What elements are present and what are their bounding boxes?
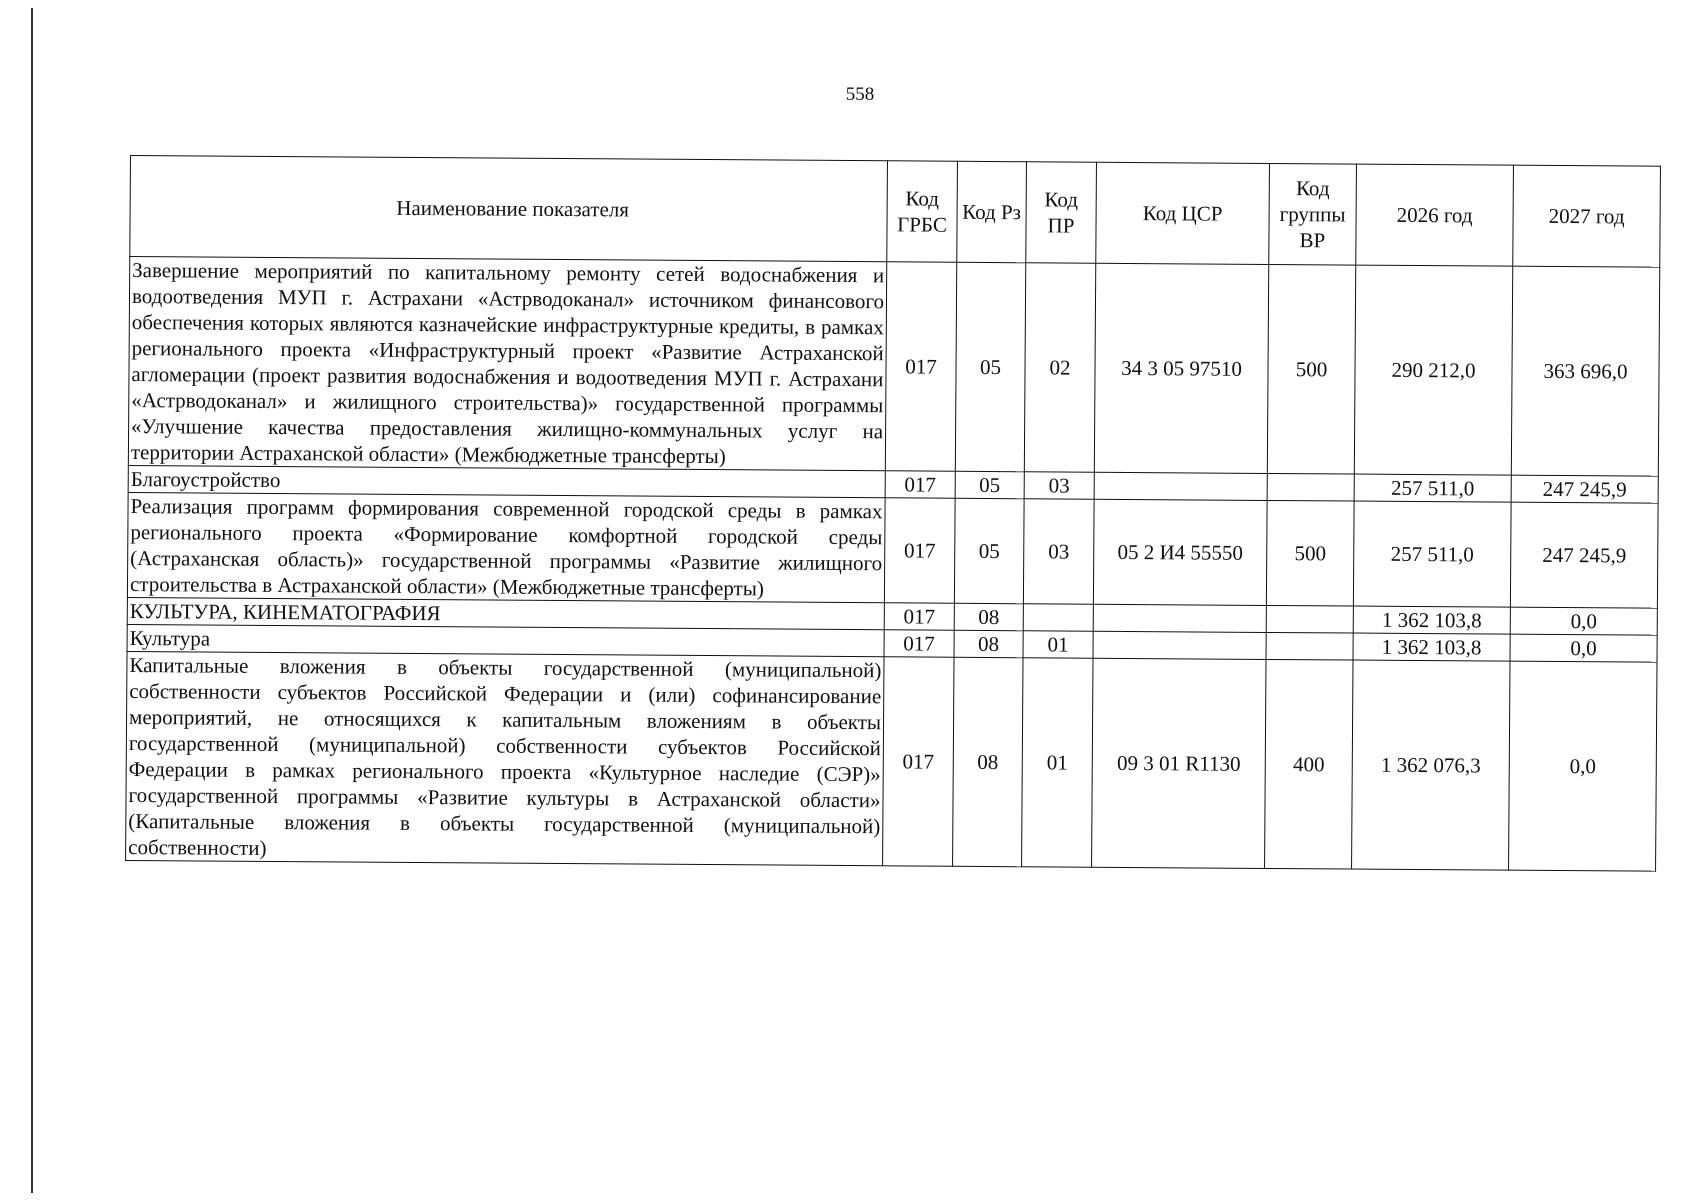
header-vr: Код группы ВР (1269, 163, 1357, 265)
row-2026: 290 212,0 (1354, 265, 1512, 475)
row-grbs: 017 (885, 471, 955, 498)
row-csr (1094, 472, 1267, 500)
row-2026: 257 511,0 (1354, 474, 1511, 502)
row-2027: 0,0 (1510, 607, 1657, 635)
row-grbs: 017 (884, 630, 954, 657)
row-vr (1267, 473, 1354, 501)
row-pr (1023, 604, 1093, 631)
page-number: 558 (845, 84, 875, 105)
header-2027: 2027 год (1513, 165, 1661, 267)
header-rz: Код Рз (957, 161, 1027, 262)
row-csr: 34 3 05 97510 (1094, 263, 1268, 473)
row-csr: 09 3 01 R1130 (1092, 658, 1266, 868)
row-pr: 01 (1022, 658, 1093, 867)
margin-line (31, 8, 33, 1193)
row-2026: 1 362 076,3 (1352, 660, 1510, 870)
row-name: Реализация программ формирования современной городской среды в рамках регионального проекта «Формирование комфортной городской среды (Астраханская область)» государственной программы «Развитие жилищного строительства в Астраханской области» (Межбюджетные трансферты) (127, 492, 885, 602)
row-csr: 05 2 И4 55550 (1093, 499, 1267, 605)
row-vr (1266, 632, 1353, 660)
row-rz: 08 (954, 603, 1023, 630)
row-rz: 05 (955, 471, 1024, 498)
header-2026: 2026 год (1356, 164, 1514, 266)
row-name: Капитальные вложения в объекты государственной (муниципальной) собственности субъектов Российской Федерации и (или) софинансирование мероприятий, не относящихся к капитальным вложениям в объекты государственной (муниципальной) собственности субъектов Российской Федерации в рамках регионального проекта «Культурное наследие (СЭР)» государственной программы «Развитие культуры в Астраханской области» (Капитальные вложения в объекты государственной (муниципальной) собственности) (126, 651, 884, 865)
row-rz: 05 (954, 498, 1024, 603)
budget-table (125, 155, 1661, 872)
header-grbs: Код ГРБС (887, 161, 958, 262)
row-vr (1266, 605, 1353, 633)
row-csr (1093, 604, 1266, 632)
header-pr: Код ПР (1026, 162, 1097, 263)
row-name: Завершение мероприятий по капитальному ремонту сетей водоснабжения и водоотведения МУП г. Астрахани «Астрводоканал» источником финансового обеспечения которых являются казначейские инфраструктурные кредиты, в рамках регионального проекта «Инфраструктурный проект «Развитие Астраханской агломерации (проект развития водоснабжения и водоотведения МУП г. Астрахани «Астрводоканал» и жилищного строительства)» государственной программы «Улучшение качества предоставления жилищно-коммунальных услуг на территории Астраханской области» (Межбюджетные трансферты) (128, 257, 886, 471)
table-row (128, 257, 1659, 477)
row-name: КУЛЬТУРА, КИНЕМАТОГРАФИЯ (127, 597, 884, 629)
row-2027: 0,0 (1510, 634, 1657, 662)
row-pr: 03 (1024, 472, 1094, 499)
row-pr: 03 (1023, 499, 1094, 604)
table-row (126, 651, 1657, 871)
row-rz: 08 (953, 657, 1023, 866)
row-grbs: 017 (885, 262, 956, 471)
row-2027: 247 245,9 (1510, 502, 1658, 608)
row-grbs: 017 (884, 498, 955, 603)
row-rz: 05 (955, 262, 1025, 471)
row-2026: 1 362 103,8 (1353, 633, 1510, 661)
row-2027: 0,0 (1509, 661, 1657, 871)
row-name: Культура (127, 624, 884, 656)
row-2027: 363 696,0 (1511, 266, 1659, 476)
row-csr (1093, 631, 1266, 659)
row-rz: 08 (954, 630, 1023, 657)
header-row (130, 156, 1661, 268)
row-vr: 400 (1265, 659, 1353, 869)
row-pr: 02 (1024, 263, 1095, 472)
row-grbs: 017 (884, 603, 954, 630)
table-row (127, 492, 1658, 608)
row-2026: 1 362 103,8 (1353, 606, 1510, 634)
row-name: Благоустройство (128, 465, 885, 497)
row-grbs: 017 (883, 657, 954, 866)
row-2026: 257 511,0 (1353, 501, 1511, 607)
header-csr: Код ЦСР (1096, 162, 1270, 264)
row-2027: 247 245,9 (1511, 475, 1658, 503)
row-pr: 01 (1023, 631, 1093, 658)
header-name: Наименование показателя (130, 156, 888, 262)
row-vr: 500 (1266, 500, 1354, 606)
row-vr: 500 (1267, 264, 1355, 474)
